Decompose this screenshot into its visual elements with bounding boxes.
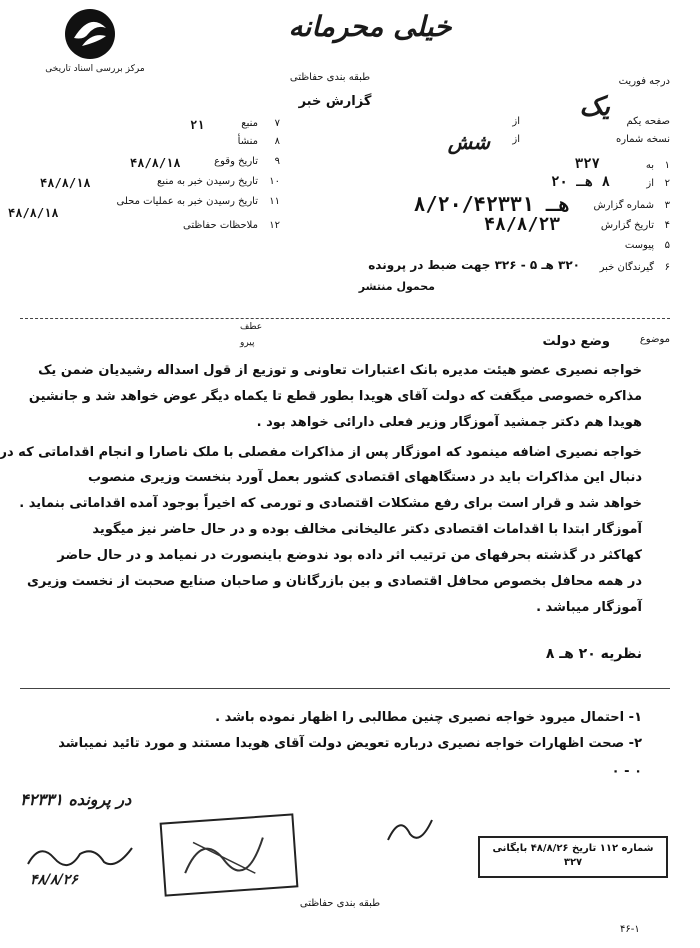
from-label: از: [512, 134, 520, 145]
archive-stamp: [478, 836, 668, 878]
item-value: ۳۲۷: [574, 156, 600, 172]
side-ref-bottom: پیرو: [240, 338, 255, 348]
report-title: گزارش خبر: [298, 94, 372, 109]
logo-emblem-icon: [62, 6, 118, 62]
meta-row: [20, 220, 280, 236]
received-stamp: [160, 813, 299, 896]
item-label: به: [645, 160, 654, 171]
meta-label: تاریخ رسیدن خبر به عملیات محلی: [116, 196, 258, 207]
stamp-scribble-icon: [162, 816, 292, 891]
body-line: خواجه نصیری عضو هیئت مدیره بانک اعتبارات تعاونی و توزیع از قول اسداله رشیدیان ضمن یک: [38, 363, 642, 378]
handwritten-margin-date: ۴۸/۸/۲۶: [30, 872, 78, 888]
archive-logo: [40, 6, 150, 74]
item-num: ۵: [664, 240, 670, 251]
section-divider: [20, 318, 670, 319]
item-num: ۴: [664, 220, 670, 231]
item-num: ۱: [664, 160, 670, 171]
meta-row: [20, 136, 280, 152]
meta-label: ملاحظات حفاظتی: [183, 220, 258, 231]
body-line: آموزگار میباشد .: [536, 600, 642, 615]
signature-mark: [20, 836, 140, 876]
meta-num: ۱۲: [269, 220, 280, 231]
item-num: ۲: [664, 178, 670, 189]
meta-value: ۲۱: [190, 118, 205, 132]
opinion-heading: نظریه ۲۰ هـ ۸: [545, 646, 642, 662]
item-value: ۸ هـ ۲۰: [550, 174, 610, 190]
priority-label: درجه فوریت: [618, 76, 670, 87]
subject-text: وضع دولت: [542, 334, 610, 349]
side-ref-top: عطف: [240, 322, 263, 332]
handwritten-file-note: در پرونده ۴۲۳۳۱: [20, 790, 132, 809]
page-value: یک: [579, 92, 610, 122]
logo-caption: مرکز بررسی اسناد تاریخی: [45, 64, 145, 74]
from-label: از: [512, 116, 520, 127]
secret-note: محمول منتشر: [358, 280, 435, 293]
meta-num: ۱۱: [269, 196, 280, 207]
body-line: خواهد شد و قرار است برای رفع مشکلات اقتصادی و تورمی که اخیراً بوجود آمده اقداماتی بنماید .: [19, 496, 642, 511]
category-label: طبقه بندی حفاظتی: [289, 72, 371, 83]
body-line: دنبال این مذاکرات باید در دستگاههای اقتصادی کشور بعمل آورد بنخست وزیری منصوب: [87, 470, 642, 485]
recipients-value: ۳۲۰ هـ ۵ - ۳۲۶ جهت ضبط در پرونده: [368, 258, 580, 272]
meta-value: ۴۸/۸/۱۸: [40, 176, 91, 190]
copy-label: نسخه شماره: [616, 134, 670, 145]
meta-value: ۴۸/۸/۱۸: [8, 206, 59, 220]
meta-num: ۹: [274, 156, 280, 167]
body-line: کهاکثر در گذشته بحرفهای من ترتیب اثر داده بود ندوضع باینصورت در نمیامد و در حال حاضر: [57, 548, 642, 563]
opinion-item: ۲- صحت اظهارات خواجه نصیری درباره تعویض دولت آقای هویدا مستند و مورد تائید نمیباشد: [58, 736, 642, 751]
meta-label: منبع: [241, 118, 258, 129]
initials-mark: [380, 810, 440, 850]
item-label: تاریخ گزارش: [600, 220, 654, 231]
subject-label: موضوع: [639, 334, 670, 345]
meta-label: تاریخ وقوع: [214, 156, 258, 167]
meta-row: [20, 176, 280, 192]
item-label: پیوست: [624, 240, 654, 251]
body-line: هویدا هم دکتر جمشید آموزگار وزیر فعلی دارائی خواهد بود .: [256, 415, 642, 430]
classification-heading: خیلی محرمانه: [288, 10, 452, 43]
body-line: آموزگار ابتدا با اقدامات اقتصادی دکتر عالیخانی مخالف بوده و در حال حاضر نیز میگوید: [92, 522, 642, 537]
copy-value: شش: [447, 130, 490, 154]
opinion-item: ۰ - ۰: [611, 764, 642, 779]
meta-num: ۸: [274, 136, 280, 147]
page-label: صفحه یکم: [626, 116, 670, 127]
item-label: شماره گزارش: [593, 200, 654, 211]
archive-stamp-text: شماره ۱۱۲ تاریخ ۴۸/۸/۲۶ بایگانی ۳۲۷: [492, 843, 654, 868]
body-line: در همه محافل بخصوص محافل اقتصادی و بین بازرگانان و صاحبان صنایع صحبت از نخست وزیری: [26, 574, 642, 589]
footer-category-label: طبقه بندی حفاظتی: [299, 898, 381, 909]
item-num: ۳: [664, 200, 670, 211]
meta-label: منشأ: [237, 136, 258, 147]
meta-value: ۴۸/۸/۱۸: [130, 156, 181, 170]
opinion-item: ۱- احتمال میرود خواجه نصیری چنین مطالبی را اظهار نموده باشد .: [215, 710, 642, 725]
item-label: از: [646, 178, 654, 189]
meta-row: [20, 156, 280, 172]
meta-num: ۱۰: [269, 176, 280, 187]
meta-label: تاریخ رسیدن خبر به منبع: [156, 176, 258, 187]
body-line: مذاکره خصوصی میگفت که دولت آقای هویدا بطور قطع تا یکماه دیگر عوض خواهد شد و جانشین: [28, 389, 642, 404]
item-value: ۸/هـ ۲۰/۴۲۳۳۱: [413, 192, 570, 216]
body-line: خواجه نصیری اضافه مینمود که اموزگار پس از مذاکرات مفصلی با ملک ناصارا و انجام اقداماتی که در: [0, 445, 642, 460]
meta-row: [8, 196, 280, 220]
opinion-divider: [20, 688, 670, 689]
item-value: ۴۸/۸/۲۳: [484, 214, 560, 235]
meta-row: [20, 118, 280, 134]
item-num: ۶: [664, 262, 670, 273]
meta-num: ۷: [274, 118, 280, 129]
item-label: گیرندگان خبر: [599, 262, 654, 273]
form-code: ۴۶-۱: [620, 924, 640, 935]
